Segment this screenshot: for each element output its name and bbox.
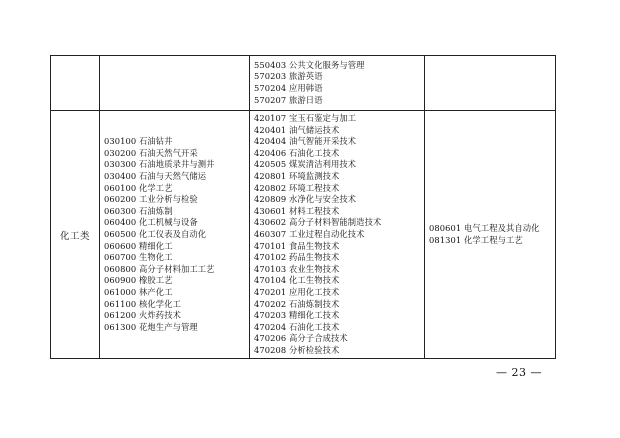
vocational-cell xyxy=(250,111,425,359)
major-entry: 470102 药品生物技术 xyxy=(254,252,340,263)
major-entry: 570207 旅游日语 xyxy=(254,94,323,105)
undergraduate-list-top xyxy=(425,81,555,85)
undergraduate-cell xyxy=(425,111,556,359)
major-entry: 570203 旅游英语 xyxy=(254,71,323,82)
vocational-list xyxy=(250,111,424,358)
major-entry: 060700 生物化工 xyxy=(104,252,173,263)
page-number: — 23 — xyxy=(496,366,542,379)
major-entry: 430601 材料工程技术 xyxy=(254,205,340,216)
major-entry: 060200 工业分析与检验 xyxy=(104,194,198,205)
major-entry: 470204 石油化工技术 xyxy=(254,321,340,332)
major-entry: 061200 火炸药技术 xyxy=(104,310,181,321)
major-entry: 030100 石油钻井 xyxy=(104,136,173,147)
undergraduate-list xyxy=(425,221,555,248)
major-entry: 470203 精细化工技术 xyxy=(254,310,340,321)
major-entry: 060400 化工机械与设备 xyxy=(104,217,198,228)
major-entry: 470206 高分子合成技术 xyxy=(254,333,348,344)
table-row-main xyxy=(51,111,556,359)
major-entry: 030200 石油天然气开采 xyxy=(104,147,198,158)
major-entry: 430602 高分子材料智能制造技术 xyxy=(254,217,382,228)
major-entry: 470202 石油炼制技术 xyxy=(254,298,340,309)
major-entry: 030400 石油与天然气储运 xyxy=(104,170,207,181)
major-entry: 420505 煤炭清洁利用技术 xyxy=(254,159,357,170)
major-entry: 420401 油气储运技术 xyxy=(254,124,340,135)
table-row-top xyxy=(51,56,556,111)
major-entry: 060800 高分子材料加工工艺 xyxy=(104,263,215,274)
major-entry: 420809 水净化与安全技术 xyxy=(254,194,357,205)
major-entry: 420801 环境监测技术 xyxy=(254,170,340,181)
secondary-cell-top xyxy=(100,56,250,111)
vocational-cell-top xyxy=(250,56,425,111)
major-entry: 420107 宝玉石鉴定与加工 xyxy=(254,113,357,123)
major-entry: 470101 食品生物技术 xyxy=(254,240,340,251)
secondary-cell xyxy=(100,111,250,359)
major-entry: 060500 化工仪表及自动化 xyxy=(104,228,207,239)
major-entry: 420404 油气智能开采技术 xyxy=(254,136,357,147)
major-entry: 060100 化学工艺 xyxy=(104,182,173,193)
major-entry: 570204 应用韩语 xyxy=(254,83,323,93)
major-entry: 470104 化工生物技术 xyxy=(254,275,340,286)
major-entry: 061100 核化学化工 xyxy=(104,298,181,309)
major-entry: 060300 石油炼制 xyxy=(104,205,173,216)
major-entry: 061300 花炮生产与管理 xyxy=(104,321,198,332)
major-table xyxy=(50,55,556,359)
major-entry: 470208 分析检验技术 xyxy=(254,344,340,355)
category-cell: 化工类 xyxy=(51,111,100,359)
major-entry: 081301 化学工程与工艺 xyxy=(429,234,523,245)
major-entry: 470103 农业生物技术 xyxy=(254,263,340,274)
major-entry: 470201 应用化工技术 xyxy=(254,286,340,297)
vocational-list-top xyxy=(250,58,424,108)
major-entry: 420406 石油化工技术 xyxy=(254,147,340,158)
secondary-list xyxy=(100,134,249,335)
major-entry: 060600 精细化工 xyxy=(104,240,173,251)
major-entry: 460307 工业过程自动化技术 xyxy=(254,228,365,239)
major-entry: 061000 林产化工 xyxy=(104,286,173,297)
category-cell-top xyxy=(51,56,100,111)
undergraduate-cell-top xyxy=(425,56,556,111)
major-entry: 060900 橡胶工艺 xyxy=(104,275,173,286)
major-entry: 080601 电气工程及其自动化 xyxy=(429,223,540,234)
major-entry: 420802 环境工程技术 xyxy=(254,182,340,193)
secondary-list-top xyxy=(100,81,249,85)
major-entry: 550403 公共文化服务与管理 xyxy=(254,59,365,70)
major-entry: 030300 石油地质录井与测井 xyxy=(104,159,215,170)
